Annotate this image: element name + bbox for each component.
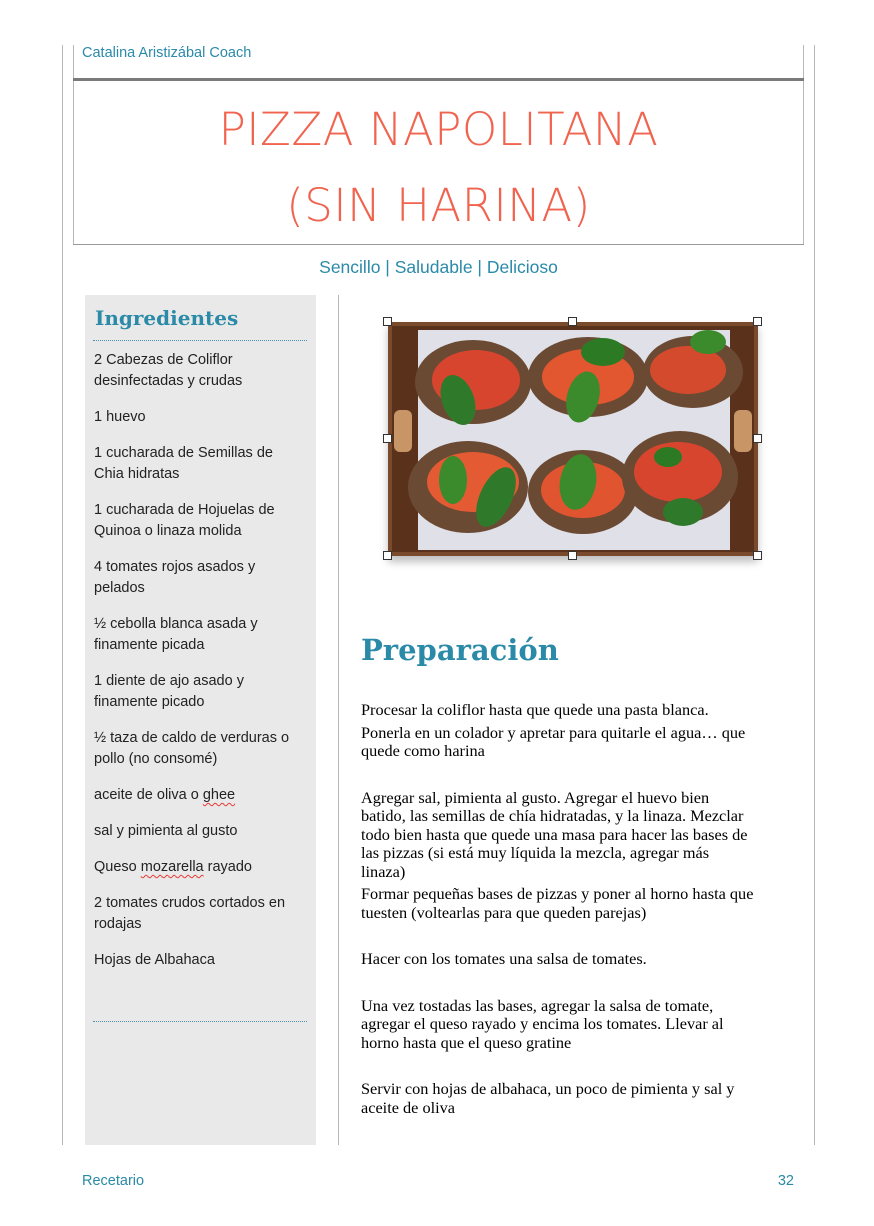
ingredient-item: 2 Cabezas de Coliflor desinfectadas y crudas [94,352,243,389]
preparation-steps [361,701,756,1117]
ingredient-item: 4 tomates rojos asados y pelados [94,559,256,596]
footer-section: Recetario [82,1173,145,1189]
ingredient-item: ½ taza de caldo de verduras o pollo (no consomé) [94,730,290,767]
footer-page-number: 32 [777,1173,794,1189]
ingredient-item: sal y pimienta al gusto [94,823,238,839]
header-author: Catalina Aristizábal Coach [82,45,252,61]
resize-handle-top-center[interactable] [568,317,577,326]
spelling-error-mark: mozarella [140,859,204,875]
recipe-title-line-2: (SIN HARINA) [286,179,591,232]
preparation-step: Ponerla en un colador y apretar para quitarle el agua… que quede como harina [361,722,746,760]
resize-handle-middle-left[interactable] [383,434,392,443]
title-top-rule [73,78,804,81]
ingredients-heading: Ingredientes [95,306,239,330]
ingredient-item: 1 huevo [94,409,146,425]
page-right-border [814,45,815,1145]
preparation-step: Agregar sal, pimienta al gusto. Agregar el huevo bien batido, las semillas de chía hidratadas, y la linaza. Mezclar todo bien hasta que quede una masa para hacer las bases de las pizzas (si está muy líquida la mezcla, agregar más linaza) [361,787,748,881]
pizza-photo-image [388,322,758,556]
pizza-photo[interactable] [388,322,758,556]
resize-handle-middle-right[interactable] [753,434,762,443]
recipe-title [73,92,804,244]
resize-handle-bottom-right[interactable] [753,551,762,560]
resize-handle-bottom-center[interactable] [568,551,577,560]
tagline: Sencillo | Saludable | Delicioso [319,257,558,277]
ingredient-item: aceite de oliva o ghee [94,787,236,803]
ingredient-item: 2 tomates crudos cortados en rodajas [94,895,286,932]
preparation-step: Procesar la coliflor hasta que quede una pasta blanca. [361,700,709,719]
preparation-heading: Preparación [361,633,559,667]
preparation-step: Una vez tostadas las bases, agregar la salsa de tomate, agregar el queso rayado y encima los tomates. Llevar al horno hasta que el queso gratine [361,995,724,1052]
preparation-step: Formar pequeñas bases de pizzas y poner al horno hasta que tuesten (voltearlas para que queden parejas) [361,884,754,922]
resize-handle-top-right[interactable] [753,317,762,326]
content-divider [338,295,339,1145]
ingredient-item: 1 diente de ajo asado y finamente picado [94,673,244,710]
ingredient-item: Queso mozarella rayado [94,859,252,875]
ingredients-list [94,350,306,986]
ingredient-item: 1 cucharada de Hojuelas de Quinoa o linaza molida [94,502,275,539]
ingredient-item: ½ cebolla blanca asada y finamente picada [94,616,258,653]
ingredient-item: 1 cucharada de Semillas de Chia hidratas [94,445,273,482]
title-bottom-rule [73,244,804,245]
recipe-title-line-1: PIZZA NAPOLITANA [218,103,659,156]
ingredients-top-divider [93,340,307,341]
preparation-step: Hacer con los tomates una salsa de tomates. [361,949,647,968]
ingredients-bottom-divider [93,1021,307,1022]
preparation-step: Servir con hojas de albahaca, un poco de pimienta y sal y aceite de oliva [361,1079,735,1117]
spelling-error-mark: ghee [202,787,236,803]
page-left-border [62,45,63,1145]
resize-handle-bottom-left[interactable] [383,551,392,560]
resize-handle-top-left[interactable] [383,317,392,326]
ingredient-item: Hojas de Albahaca [94,952,215,968]
